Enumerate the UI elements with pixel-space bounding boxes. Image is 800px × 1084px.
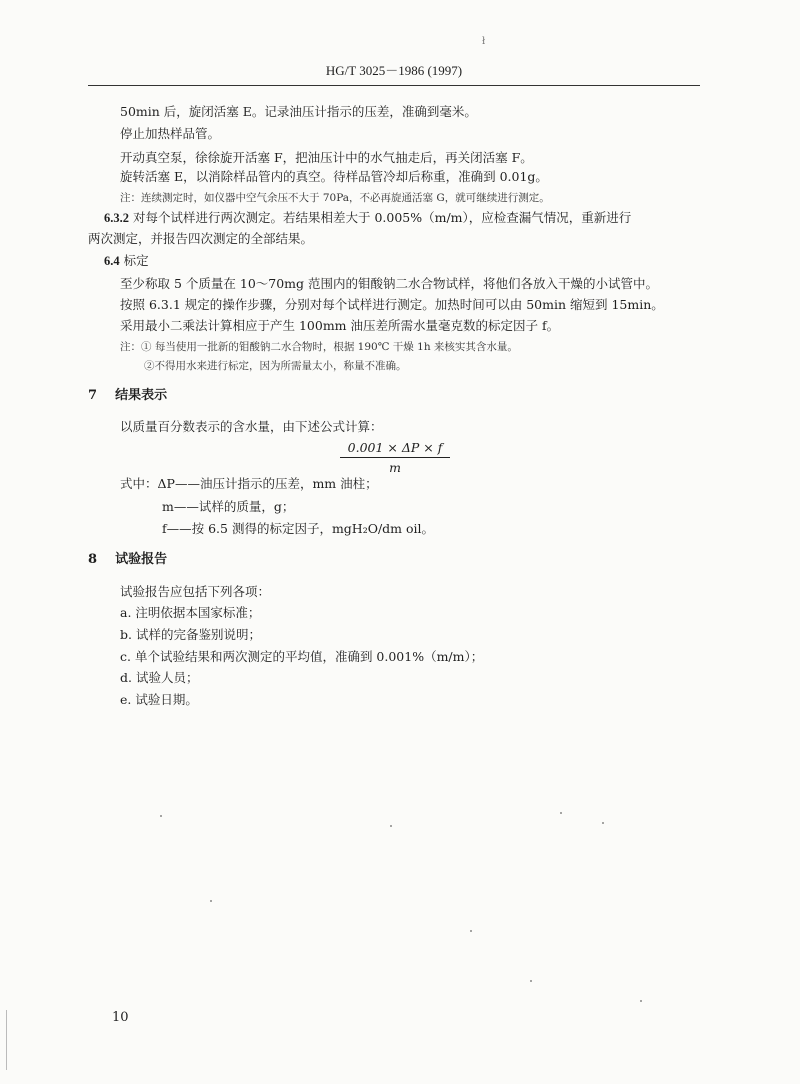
variable-definition: f——按 6.5 测得的标定因子，mgH₂O/dm oil。 <box>162 521 435 536</box>
scan-edge-line <box>6 1010 7 1070</box>
paragraph-line: 采用最小二乘法计算相应于产生 100mm 油压差所需水量毫克数的标定因子 f。 <box>120 318 560 333</box>
scan-speck <box>640 1000 642 1002</box>
clause-number: 6.4 <box>104 254 120 268</box>
clause-6-4-heading <box>104 253 149 269</box>
list-item: d. 试验人员； <box>120 670 199 685</box>
section-number: 7 <box>88 388 98 403</box>
variable-definition: 式中：ΔP——油压计指示的压差，mm 油柱； <box>120 476 378 491</box>
formula <box>340 440 450 475</box>
formula-numerator: 0.001 × ΔP × f <box>340 440 450 458</box>
scan-speck <box>390 825 392 827</box>
paragraph-line: 以质量百分数表示的含水量，由下述公式计算： <box>120 419 383 434</box>
standard-code: HG/T 3025－1986 (1997) <box>325 63 463 78</box>
scan-speck <box>160 815 162 817</box>
clause-6-3-2 <box>104 210 631 226</box>
page-header <box>88 60 700 86</box>
section-number: 8 <box>88 552 98 567</box>
paragraph-line: 试验报告应包括下列各项： <box>120 584 271 599</box>
scan-speck <box>560 812 562 814</box>
scan-speck <box>530 980 532 982</box>
note-line: 注：① 每当使用一批新的钼酸钠二水合物时，根据 190℃ 干燥 1h 来核实其含水量。 <box>120 341 518 353</box>
paragraph-line: 旋转活塞 E，以消除样品管内的真空。待样品管冷却后称重，准确到 0.01g。 <box>120 169 548 184</box>
clause-text-continued: 两次测定，并报告四次测定的全部结果。 <box>88 231 314 246</box>
scan-speck <box>602 822 604 824</box>
list-item: e. 试验日期。 <box>120 692 198 707</box>
scan-speck <box>210 900 212 902</box>
clause-title: 标定 <box>123 253 149 268</box>
list-item: b. 试样的完备鉴别说明； <box>120 627 261 642</box>
variable-definition: m——试样的质量，g； <box>162 499 295 514</box>
clause-number: 6.3.2 <box>104 211 129 225</box>
note-line: 注：连续测定时，如仪器中空气余压不大于 70Pa，不必再旋通活塞 G，就可继续进行测定。 <box>120 192 550 204</box>
clause-text: 对每个试样进行两次测定。若结果相差大于 0.005%（m/m），应检查漏气情况，重新进行 <box>132 210 632 225</box>
scan-speck <box>470 930 472 932</box>
section-title: 试验报告 <box>115 552 168 567</box>
page-number: 10 <box>112 1010 129 1025</box>
formula-denominator: m <box>389 460 401 475</box>
note-line: ②不得用水来进行标定，因为所需量太小，称量不准确。 <box>144 360 407 372</box>
section-8-heading <box>88 552 167 568</box>
paragraph-line: 至少称取 5 个质量在 10～70mg 范围内的钼酸钠二水合物试样，将他们各放入干燥的小试管中。 <box>120 276 659 291</box>
list-item: a. 注明依据本国家标准； <box>120 605 261 620</box>
paragraph-line: 开动真空泵，徐徐旋开活塞 F，把油压计中的水气抽走后，再关闭活塞 F。 <box>120 150 533 165</box>
paragraph-line: 按照 6.3.1 规定的操作步骤，分别对每个试样进行测定。加热时间可以由 50min 缩短到 15min。 <box>120 297 664 312</box>
top-mark: ł <box>482 36 486 47</box>
paragraph-line: 50min 后，旋闭活塞 E。记录油压计指示的压差，准确到毫米。 <box>120 104 477 119</box>
paragraph-line: 停止加热样品管。 <box>120 126 221 141</box>
section-7-heading <box>88 388 167 404</box>
section-title: 结果表示 <box>115 388 168 403</box>
list-item: c. 单个试验结果和两次测定的平均值，准确到 0.001%（m/m）； <box>120 649 484 664</box>
